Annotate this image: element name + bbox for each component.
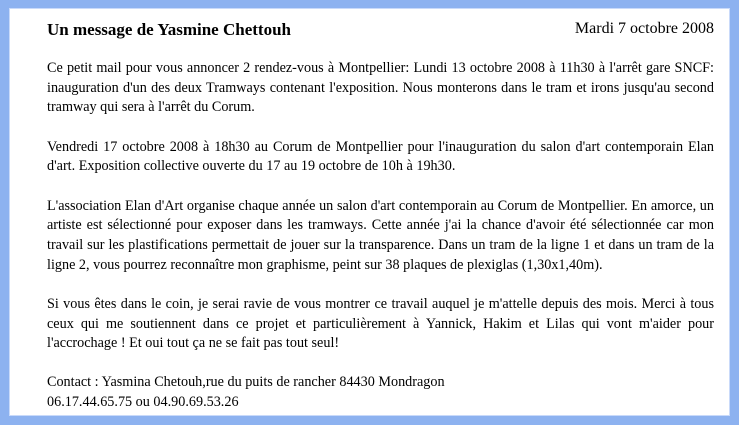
- paragraph-invitation: Si vous êtes dans le coin, je serai ravie de vous montrer ce travail auquel je m'attelle depuis des mois. Merci à tous ceux qui me soutiennent dans ce projet et particulièrement à Yannick, Hakim et Lilas qui vont m'aider pour l'accrochage ! Et oui tout ça ne se fait pas tout seul!: [47, 295, 714, 352]
- paragraph-rendezvous: Ce petit mail pour vous annoncer 2 rendez-vous à Montpellier: Lundi 13 octobre 2008 à 11h30 à l'arrêt gare SNCF: inauguration d'un des deux Tramways contenant l'exposition. Nous monterons dans le tram et irons jusqu'au second tramway qui sera à l'arrêt du Corum.: [47, 60, 714, 116]
- paragraph-association: L'association Elan d'Art organise chaque année un salon d'art contemporain au Corum de Montpellier. En amorce, un artiste est sélectionné pour exposer dans les tramways. Cette année j'ai la chance d'avoir été sélectionnée car mon travail sur les plastifications permettait de jouer sur la transparence. Dans un tram de la ligne 1 et dans un tram de la ligne 2, vous pourrez reconnaître mon graphisme, peint sur 38 plaques de plexiglas (1,30x1,40m).: [47, 197, 714, 273]
- contact-phones: 06.17.44.65.75 ou 04.90.69.53.26: [47, 394, 239, 411]
- message-header: [47, 20, 714, 44]
- message-date: Mardi 7 octobre 2008: [574, 20, 714, 37]
- contact-address: Contact : Yasmina Chetouh,rue du puits de rancher 84430 Mondragon: [47, 374, 445, 391]
- contact-block: [47, 373, 714, 412]
- message-title: Un message de Yasmine Chettouh: [47, 20, 291, 39]
- paragraph-inauguration: Vendredi 17 octobre 2008 à 18h30 au Corum de Montpellier pour l'inauguration du salon d'art contemporain Elan d'art. Exposition collective ouverte du 17 au 19 octobre de 10h à 19h30.: [47, 138, 714, 175]
- message-body: [47, 59, 714, 413]
